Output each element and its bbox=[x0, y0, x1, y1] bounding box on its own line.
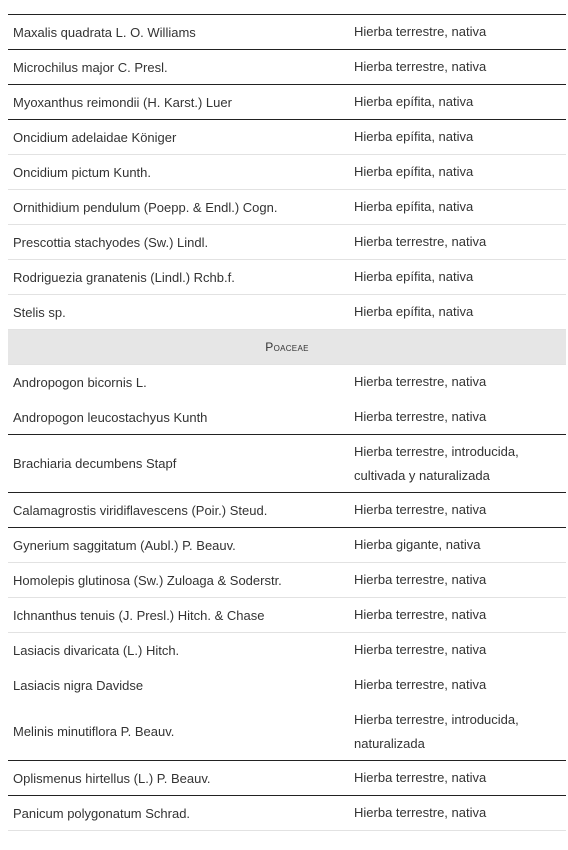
table-row bbox=[8, 796, 566, 831]
species-name: Oncidium pictum Kunth. bbox=[13, 164, 152, 180]
habit-text: Hierba terrestre, nativa bbox=[354, 59, 487, 74]
habit-text: Hierba terrestre, nativa bbox=[354, 607, 487, 622]
habit-text: Hierba epífita, nativa bbox=[354, 304, 474, 319]
habit-text: Hierba epífita, nativa bbox=[354, 269, 474, 284]
table-row bbox=[8, 761, 566, 796]
habit-text: Hierba terrestre, nativa bbox=[354, 374, 487, 389]
table-row bbox=[8, 225, 566, 260]
table-row bbox=[8, 120, 566, 155]
table-row bbox=[8, 155, 566, 190]
table-row bbox=[8, 668, 566, 703]
habit-text: Hierba terrestre, nativa bbox=[354, 572, 487, 587]
family-header bbox=[8, 330, 566, 365]
habit-text: Hierba epífita, nativa bbox=[354, 129, 474, 144]
species-table bbox=[8, 14, 566, 831]
table-row bbox=[8, 435, 566, 493]
species-name: Gynerium saggitatum (Aubl.) P. Beauv. bbox=[13, 537, 236, 553]
species-name: Lasiacis divaricata (L.) Hitch. bbox=[13, 642, 180, 658]
species-name: Ornithidium pendulum (Poepp. & Endl.) Cogn. bbox=[13, 199, 278, 215]
table-row bbox=[8, 365, 566, 400]
table-row bbox=[8, 50, 566, 85]
table-row bbox=[8, 563, 566, 598]
table-row bbox=[8, 15, 566, 50]
species-name: Panicum polygonatum Schrad. bbox=[13, 805, 191, 821]
table-row bbox=[8, 633, 566, 668]
species-name: Andropogon leucostachyus Kunth bbox=[13, 409, 208, 425]
habit-text: Hierba epífita, nativa bbox=[354, 199, 474, 214]
habit-text: Hierba epífita, nativa bbox=[354, 94, 474, 109]
table-row bbox=[8, 528, 566, 563]
species-name: Maxalis quadrata L. O. Williams bbox=[13, 24, 196, 40]
species-name: Prescottia stachyodes (Sw.) Lindl. bbox=[13, 234, 209, 250]
habit-text: Hierba terrestre, nativa bbox=[354, 642, 487, 657]
species-name: Rodriguezia granatenis (Lindl.) Rchb.f. bbox=[13, 269, 235, 285]
species-name: Microchilus major C. Presl. bbox=[13, 59, 168, 75]
habit-text: Hierba terrestre, nativa bbox=[354, 805, 487, 820]
species-name: Lasiacis nigra Davidse bbox=[13, 677, 144, 693]
table-row bbox=[8, 493, 566, 528]
habit-text: Hierba terrestre, nativa bbox=[354, 677, 487, 692]
habit-text: Hierba terrestre, introducida, cultivada y naturalizada bbox=[354, 443, 519, 483]
species-name: Myoxanthus reimondii (H. Karst.) Luer bbox=[13, 94, 232, 110]
species-name: Oplismenus hirtellus (L.) P. Beauv. bbox=[13, 770, 211, 786]
habit-text: Hierba terrestre, introducida, naturalizada bbox=[354, 711, 519, 751]
table-row bbox=[8, 598, 566, 633]
table-row bbox=[8, 703, 566, 761]
habit-text: Hierba terrestre, nativa bbox=[354, 24, 487, 39]
table-row bbox=[8, 260, 566, 295]
habit-text: Hierba epífita, nativa bbox=[354, 164, 474, 179]
table-row bbox=[8, 85, 566, 120]
habit-text: Hierba terrestre, nativa bbox=[354, 409, 487, 424]
table-row bbox=[8, 295, 566, 330]
table-row bbox=[8, 400, 566, 435]
species-name: Stelis sp. bbox=[13, 304, 66, 320]
habit-text: Hierba gigante, nativa bbox=[354, 537, 481, 552]
habit-text: Hierba terrestre, nativa bbox=[354, 234, 487, 249]
table-row bbox=[8, 190, 566, 225]
species-name: Homolepis glutinosa (Sw.) Zuloaga & Soderstr. bbox=[13, 572, 282, 588]
species-name: Melinis minutiflora P. Beauv. bbox=[13, 724, 175, 739]
species-name: Oncidium adelaidae Königer bbox=[13, 129, 177, 145]
family-header-label: Poaceae bbox=[265, 340, 309, 354]
species-name: Brachiaria decumbens Stapf bbox=[13, 456, 177, 471]
habit-text: Hierba terrestre, nativa bbox=[354, 770, 487, 785]
species-name: Calamagrostis viridiflavescens (Poir.) Steud. bbox=[13, 502, 268, 518]
species-name: Andropogon bicornis L. bbox=[13, 374, 147, 390]
habit-text: Hierba terrestre, nativa bbox=[354, 502, 487, 517]
species-name: Ichnanthus tenuis (J. Presl.) Hitch. & Chase bbox=[13, 607, 265, 623]
